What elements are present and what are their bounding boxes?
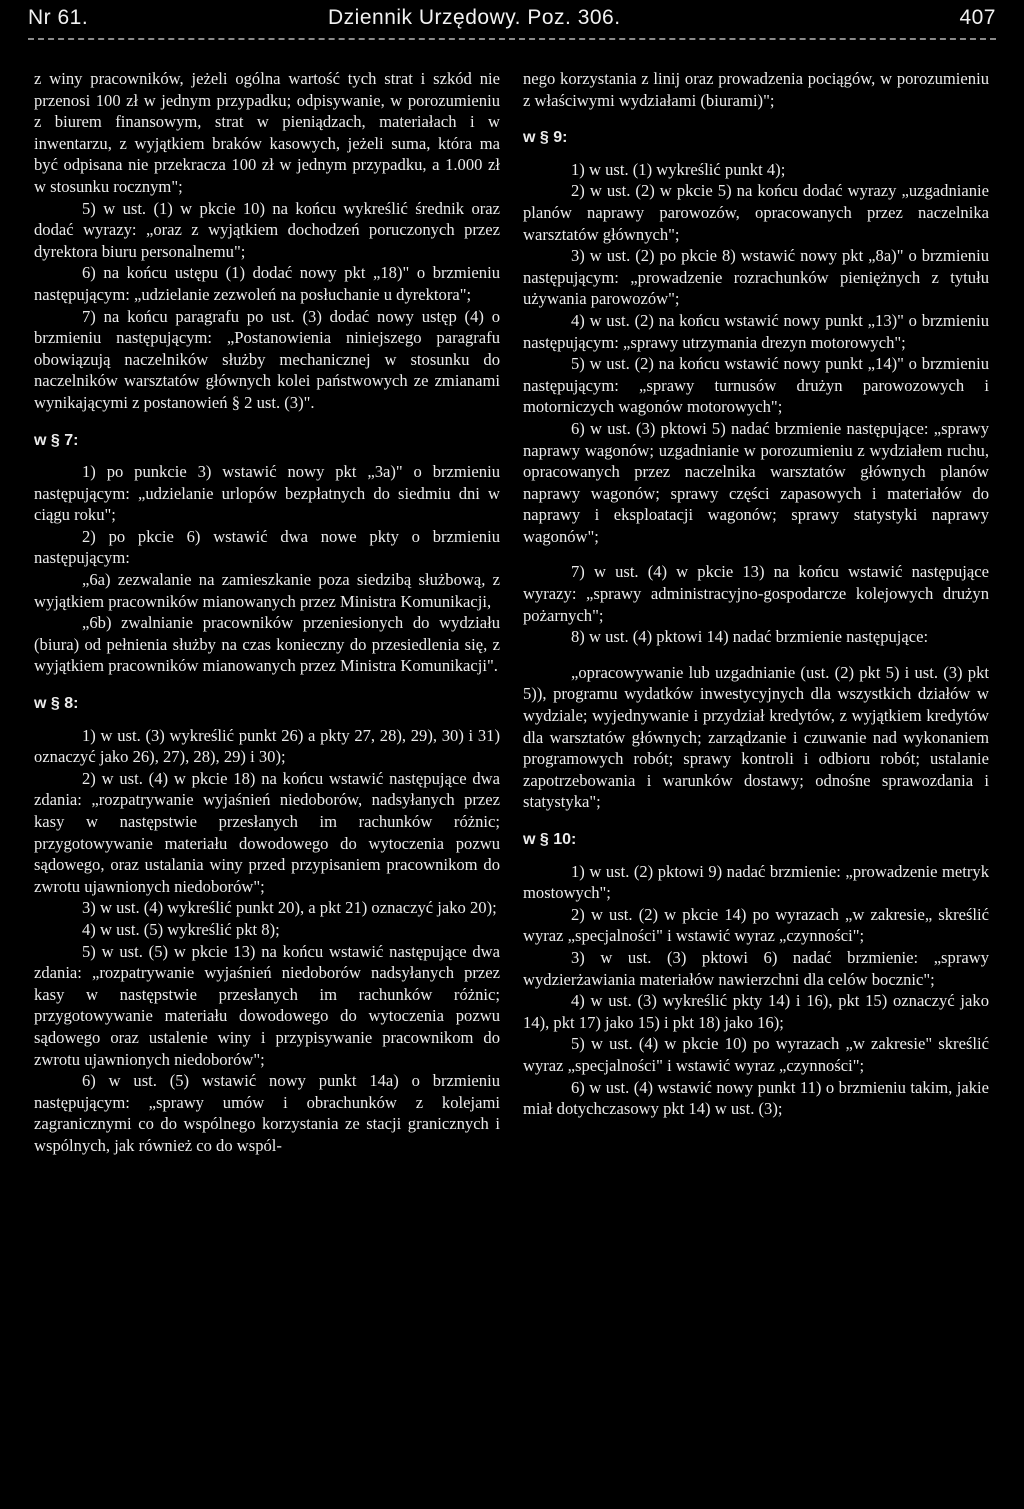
paragraph: 6) w ust. (5) wstawić nowy punkt 14a) o brzmieniu następującym: „sprawy umów i obrachunków z kolejami zagranicznymi co do wspólnego korzystania ze stacji granicznych i wspólnych, jak również co do wspól- [34, 1071, 500, 1155]
section-heading: w § 8: [34, 695, 79, 713]
paragraph: 4) w ust. (3) wykreślić pkty 14) i 16), pkt 15) oznaczyć jako 14), pkt 17) jako 15) i pkt 18) jako 16); [523, 991, 989, 1032]
page-header [28, 6, 996, 36]
paragraph: 2) w ust. (2) w pkcie 14) po wyrazach „w zakresie„ skreślić wyraz „specjalności" i wstawić wyraz „czynności"; [523, 904, 989, 946]
paragraph: 6) w ust. (3) pktowi 5) nadać brzmienie następujące: „sprawy naprawy wagonów; uzgadnianie w porozumieniu z wydziałem ruchu, opracowanych przez naczelnika warsztatów głównych planów naprawy wagonów; sprawy części zapasowych i materiałów do naprawy i eksploatacji wagonów; sprawy statystyki naprawy wagonów"; [523, 418, 989, 546]
paragraph: 2) w ust. (2) w pkcie 5) na końcu dodać wyrazy „uzgadnianie planów naprawy parowozów, opracowanych przez naczelnika warsztatów głównych"; [523, 181, 989, 244]
paragraph: 4) w ust. (5) wykreślić pkt 8); [82, 919, 280, 939]
paragraph: 6) w ust. (4) wstawić nowy punkt 11) o brzmieniu takim, jakie miał dotychczasowy pkt 14) w ust. (3); [523, 1077, 989, 1119]
paragraph: 2) w ust. (4) w pkcie 18) na końcu wstawić następujące dwa zdania: „rozpatrywanie wyjaśnień niedoborów, nadsyłanych przez kasy w następstwie przesłanych im rachunków różnic; przygotowywanie materiału dowodowego do wytoczenia pozwu sądowego, oraz ustalania winy przed przypisaniem pracownikom do zwrotu ujawnionych niedoborów"; [34, 768, 500, 896]
left-column [34, 68, 500, 1157]
paragraph: 8) w ust. (4) pktowi 14) nadać brzmienie następujące: [571, 627, 929, 647]
section-heading: w § 7: [34, 431, 79, 449]
paragraph: 2) po pkcie 6) wstawić dwa nowe pkty o brzmieniu następującym: [34, 526, 500, 568]
paragraph: 1) po punkcie 3) wstawić nowy pkt „3a)" o brzmieniu następującym: „udzielanie urlopów bezpłatnych do siedmiu dni w ciągu roku"; [34, 462, 500, 525]
paragraph: 3) w ust. (2) po pkcie 8) wstawić nowy pkt „8a)" o brzmieniu następującym: „prowadzenie rozrachunków pieniężnych z tytułu używania parowozów"; [523, 246, 989, 309]
header-rule [28, 38, 996, 40]
paragraph: „opracowywanie lub uzgadnianie (ust. (2) pkt 5) i ust. (3) pkt 5)), programu wydatków inwestycyjnych dla wszystkich działów w wydziale; wyjednywanie i przydział kredytów, z wyjątkiem kredytów dla warsztatów głównych; zarządzanie i czuwanie nad wykonaniem programowych robót; sprawy kontroli i odbioru robót; ustalanie zapotrzebowania i warunków dostawy; odnośne sprawozdania i statystyka"; [523, 662, 989, 812]
paragraph: 3) w ust. (3) pktowi 6) nadać brzmienie: „sprawy wydzierżawiania materiałów nawierzchni dla celów bocznic"; [523, 947, 989, 989]
paragraph: 1) w ust. (2) pktowi 9) nadać brzmienie: „prowadzenie metryk mostowych"; [523, 861, 989, 903]
paragraph: 5) w ust. (4) w pkcie 10) po wyrazach „w zakresie" skreślić wyraz „specjalności" i wstawić wyraz „czynności"; [523, 1034, 989, 1075]
paragraph: „6a) zezwalanie na zamieszkanie poza siedzibą służbową, z wyjątkiem pracowników mianowanych przez Ministra Komunikacji, [34, 570, 500, 611]
issue-number: Nr 61. [28, 6, 89, 29]
paragraph: 5) w ust. (1) w pkcie 10) na końcu wykreślić średnik oraz dodać wyrazy: „oraz z wyjątkiem dochodzeń poruczonych przez dyrektora biuru personalnemu"; [34, 198, 500, 261]
section-heading: w § 10: [523, 831, 577, 848]
journal-title: Dziennik Urzędowy. Poz. 306. [328, 6, 621, 29]
paragraph: 5) w ust. (2) na końcu wstawić nowy punkt „14)" o brzmieniu następującym: „sprawy turnusów drużyn parowozowych i motorniczych wagonów motorowych"; [523, 354, 989, 417]
paragraph: 1) w ust. (3) wykreślić punkt 26) a pkty 27, 28), 29), 30) i 31) oznaczyć jako 26), 27), 28), 29) i 30); [34, 725, 500, 767]
paragraph: z winy pracowników, jeżeli ogólna wartość tych strat i szkód nie przenosi 100 zł w jednym przypadku; odpisywanie, w porozumieniu z biurem finansowym, strat w pieniądzach, materiałach i w inwentarzu, z wyjątkiem braków kasowych, jeżeli suma, która ma być odpisana nie przekracza 100 zł w jednym przypadku, a 1.000 zł w stosunku rocznym"; [34, 69, 500, 196]
paragraph: 6) na końcu ustępu (1) dodać nowy pkt „18)" o brzmieniu następującym: „udzielanie zezwoleń na posłuchanie u dyrektora"; [34, 263, 500, 304]
section-heading: w § 9: [523, 129, 568, 147]
paragraph: 3) w ust. (4) wykreślić punkt 20), a pkt 21) oznaczyć jako 20); [82, 898, 497, 918]
paragraph: 7) w ust. (4) w pkcie 13) na końcu wstawić następujące wyrazy: „sprawy administracyjno-gospodarcze kolejowych drużyn pożarnych"; [523, 562, 989, 625]
right-column [523, 68, 989, 1120]
paragraph: 7) na końcu paragrafu po ust. (3) dodać nowy ustęp (4) o brzmieniu następującym: „Postanowienia niniejszego paragrafu obowiązują naczelników służby mechanicznej w stosunku do naczelników warsztatów głównych kolei państwowych ze zmianami wynikającymi z postanowień § 2 ust. (3)". [34, 306, 500, 412]
page-number: 407 [959, 6, 996, 29]
paragraph: 5) w ust. (5) w pkcie 13) na końcu wstawić następujące dwa zdania: „rozpatrywanie wyjaśnień niedoborów nadsyłanych przez kasy w następstwie przesłanych im rachunków różnic; przygotowywanie materiału dowodowego do wytoczenia pozwu sądowego oraz ustalenie winy i przypisywanie pracownikom do zwrotu ujawnionych niedoborów"; [34, 941, 500, 1069]
paragraph: „6b) zwalnianie pracowników przeniesionych do wydziału (biura) od pełnienia służby na czas konieczny do przesiedlenia się, z wyjątkiem pracowników mianowanych przez Ministra Komunikacji". [34, 613, 500, 676]
paragraph: 1) w ust. (1) wykreślić punkt 4); [571, 159, 786, 179]
paragraph: 4) w ust. (2) na końcu wstawić nowy punkt „13)" o brzmieniu następującym: „sprawy utrzymania drezyn motorowych"; [523, 310, 989, 352]
paragraph: nego korzystania z linij oraz prowadzenia pociągów, w porozumieniu z właściwymi wydziałami (biurami)"; [523, 69, 989, 110]
